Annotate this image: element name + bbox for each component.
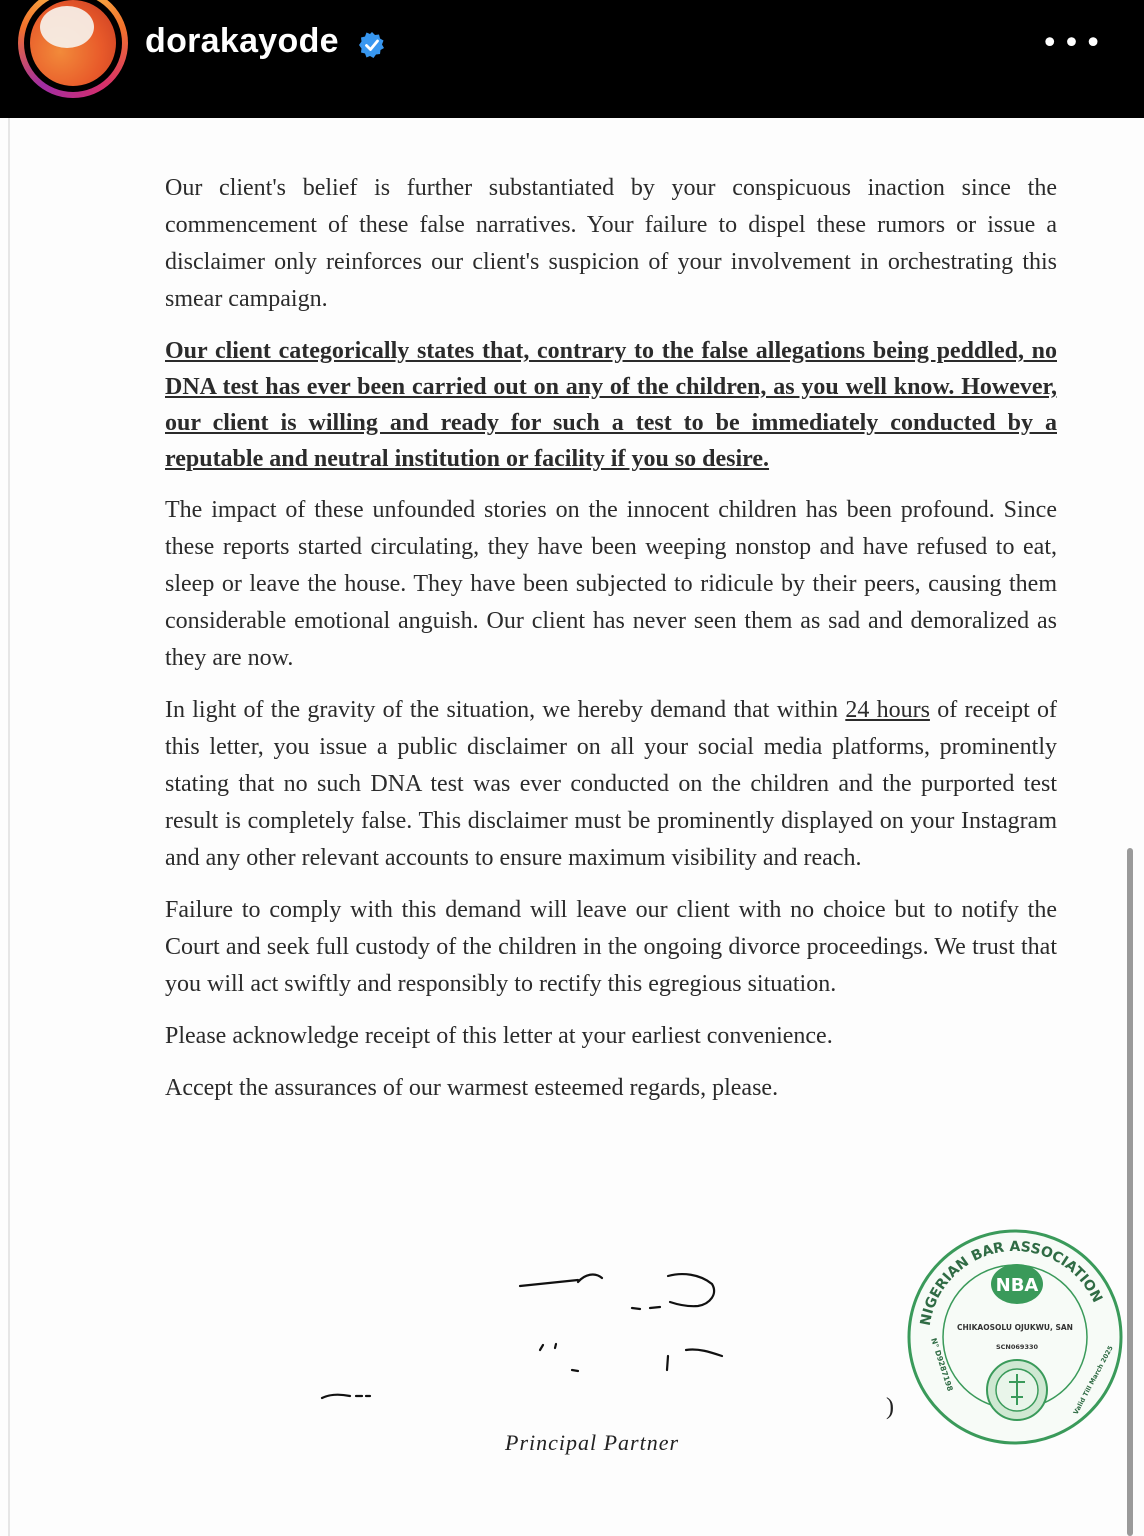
username-link[interactable]: dorakayode	[145, 22, 339, 60]
paragraph-belief: Our client's belief is further substantiated by your conspicuous inaction since the commencement of these false narratives. Your failure to dispel these rumors or issue a disclaimer only reinforces our client's suspicion of your involvement in orchestrating this smear campaign.	[165, 175, 1057, 312]
paragraph-acknowledge: Please acknowledge receipt of this letter at your earliest convenience.	[165, 1023, 833, 1049]
seal-scn: SCN069330	[995, 1343, 1039, 1351]
paragraph-dna-statement: Our client categorically states that, contrary to the false allegations being peddled, no DNA test has ever been carried out on any of the children, as you well know. However, our client is willing and ready for such a test to be immediately conducted by a reputable and neutral institution or facility if you so desire.	[165, 338, 1057, 472]
paragraph-closing: Accept the assurances of our warmest esteemed regards, please.	[165, 1075, 779, 1101]
seal-number: N° D9287198	[929, 1336, 955, 1393]
avatar-story-ring[interactable]	[18, 0, 128, 98]
scrollbar[interactable]	[1127, 848, 1133, 1536]
seal-ring-text: NIGERIAN BAR ASSOCIATION	[917, 1238, 1106, 1327]
seal-valid: Valid Till March 2025	[1071, 1344, 1115, 1416]
paragraph-impact: The impact of these unfounded stories on the innocent children has been profound. Since these reports started circulating, they have been weeping nonstop and have refused to eat, sleep or leave the house. They have been subjected to ridicule by their peers, causing them considerable emotional anguish. Our client has never seen them as sad and demoralized as they are now.	[165, 497, 1057, 671]
nba-seal-stamp	[905, 1227, 1125, 1447]
paragraph-demand: In light of the gravity of the situation, we hereby demand that within 24 hours of receipt of this letter, you issue a public disclaimer on all your social media platforms, prominently stating that no such DNA test was ever conducted on the children and the purported test result is completely false. This disclaimer must be prominently displayed on your Instagram and any other relevant accounts to ensure maximum visibility and reach.	[165, 697, 1057, 871]
seal-abbr: NBA	[995, 1275, 1039, 1296]
signatory-title: Principal Partner	[505, 1430, 680, 1455]
seal-name: CHIKAOSOLU OJUKWU, SAN	[957, 1323, 1073, 1332]
post-header	[0, 0, 1144, 118]
deadline-text: 24 hours	[845, 697, 930, 723]
more-options-button[interactable]: •••	[1040, 26, 1106, 61]
page-edge	[8, 118, 10, 1536]
signature-paren: )	[886, 1394, 894, 1420]
verified-badge-icon	[358, 31, 386, 59]
paragraph-consequence: Failure to comply with this demand will leave our client with no choice but to notify the Court and seek full custody of the children in the ongoing divorce proceedings. We trust that you will act swiftly and responsibly to rectify this egregious situation.	[165, 897, 1057, 997]
letter-body	[165, 170, 1057, 1122]
avatar-icon[interactable]	[30, 0, 116, 86]
